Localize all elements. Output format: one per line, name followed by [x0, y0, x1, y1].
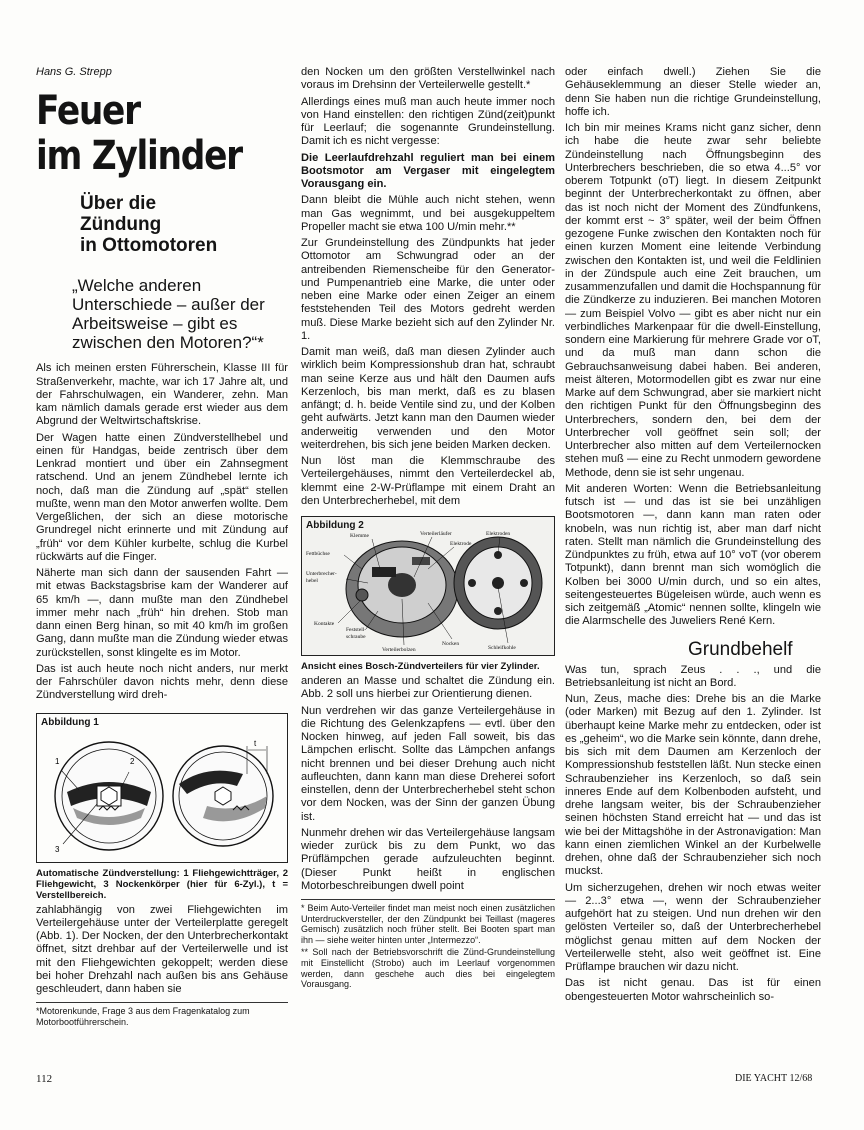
fig2-label-verteilerlaeufer: Verteilerläufer: [420, 531, 452, 537]
paragraph: Nunmehr drehen wir das Verteilergehäuse langsam wieder zurück bis zu dem Punkt, wo das Prüflämpchen gerade aufzuleuchten beginnt. (Dieser Punkt heißt in englischen Motorbeschreibungen dwell point: [301, 826, 555, 892]
figure-1-title: Abbildung 1: [41, 716, 99, 728]
subtitle-line: in Ottomotoren: [80, 235, 218, 257]
centrifugal-advance-illustration: [37, 714, 285, 862]
article-subtitle: [80, 193, 288, 256]
column-3: [565, 66, 821, 1007]
paragraph: Allerdings eines muß man auch heute immer noch von Hand einstellen: den richtigen Zünd(zeit)punkt für Leerlauf; die sogenannte Grundeinstellung. Damit ich es nicht vergesse:: [301, 95, 555, 148]
paragraph: Der Wagen hatte einen Zündverstellhebel und einen für Handgas, beide zentrisch über dem Lenkrad montiert und über ein Zahnsegment ratschend. Und an jenem Zündhebel lernte ich noch, daß man die Zündung auf „spät“ stellen mußte, wenn man den Motor anwerfen wollte. Dem Vergeßlichen, der sich an diese motorische Grundregel nicht erinnerte und mit Zündung auf „früh“ vor dem Kühler kurbelte, schlug die Kurbel rückwärts auf die Finger.: [36, 431, 288, 563]
footnote-2: * Beim Auto-Verteiler findet man meist noch einen zusätzlichen Unterdruckversteller, der den Zündpunkt bei Teillast (mageres Gemisch) zusätzlich noch früher stellt. Bei Booten spart man ihn — siehe weiter hinten unter „Intermezzo“.: [301, 903, 555, 945]
paragraph: Das ist nicht genau. Das ist für einen obengesteuerten Motor wahrscheinlich so-: [565, 977, 821, 1003]
fig2-label-elektrode: Elektrode: [450, 541, 472, 547]
fig2-label-unterbrecher: Unterbrecher-: [306, 571, 337, 577]
fig2-label-verteilerbolzen: Verteilerbolzen: [382, 647, 416, 653]
section-heading: Grundbehelf: [688, 638, 793, 660]
author-name: Hans G. Strepp: [36, 66, 112, 78]
paragraph: Nun löst man die Klemmschraube des Verteilergehäuses, nimmt den Verteilerdeckel ab, klemmt eine 2-W-Prüflampe mit einem Draht an den Unterbrecherhebel, mit dem: [301, 455, 555, 507]
advance-mechanism-rest: [55, 742, 163, 850]
fig1-label-t: t: [254, 738, 257, 748]
column-2: [301, 66, 555, 992]
figure-2-caption: Ansicht eines Bosch-Zündverteilers für vier Zylinder.: [301, 661, 540, 672]
lead-question: „Welche anderen Unterschiede – außer der Arbeitsweise – gibt es zwischen den Motoren?“*: [72, 276, 265, 353]
paragraph: Nun, Zeus, mache dies: Drehe bis an die Marke (oder Marken) mit Bezug auf den 1. Zylinder. Ist überhaupt keine Marke mehr zu entdecken, oder ist es „geheim“, wo die Marke sein könnte, dann drehe, bis sich mit dem Daumen am Kerzenloch der Kompressionshub feststellen läßt. Nun stecke einen Schraubenzieher ins Kerzenloch, so daß sein inneres Ende auf dem Kolbenboden aufsteht, und drehe langsam weiter, bis der Schraubenzieher seinen höchsten Stand erreicht hat — und das ist wie bei der Mittagshöhe in der Astronavigation: Man kann einen ziemlichen Winkel an der Kurbelwelle drehen, ohne daß der Schraubenzieher sich noch muckst.: [565, 693, 821, 878]
footnote-3: ** Soll nach der Betriebsvorschrift die Zünd-Grundeinstellung mit Einstellicht (Strobo) auch im Leerlauf vorgenommen werden, dann geschehe auch dies bei eingelegtem Vorausgang.: [301, 947, 555, 990]
footnote-1: *Motorenkunde, Frage 3 aus dem Fragenkatalog zum Motorbootführerschein.: [36, 1002, 288, 1027]
fig2-label-schleifkohle: Schleifkohle: [488, 645, 516, 651]
paragraph: Ich bin mir meines Krams nicht ganz sicher, denn ich habe die heute zwar sehr beliebte Zündeinstellung nach Öffnungsbeginn des Unterbrechers beschrieben, die so etwa 4...5° vor oberem Totpunkt (oT) liegt. In diesem Zeitpunkt beginnt der Unterbrecherkontakt zu öffnen, aber das ist noch nicht der Moment des Zündfunkens, der kommt erst ~ 3° später, weil der beim Öffnen gezogene Funke zwischen den Kontakten noch für einen kurzen Moment eine leitende Verbindung zwischen den Kontakten ist, und weil die Feldlinien in der Zündspule auch eine Zeit brauchen, um zusammenzufallen und damit die Hochspannung für die Zündkerze zu induzieren. Bei manchen Motoren — zum Beispiel Volvo — gibt es aber nicht nur ein verbindliches Markenpaar für die dwell-Einstellung, sondern eine Markierung für mehrere Grade vor oT, und da muß man dann schon die Gebrauchsanweisung dabei haben. Bei anderen, meist älteren, Motormodellen gibt es zwar nur eine Marke auf dem Schwungrad, aber sie markiert nicht den richtigen Punkt für den Öffnungsbeginn des Unterbrechers, sondern den, bei dem der Unterbrecher voll geöffnet sein soll; der Unterbrecher also mitten auf dem Verteilernocken stehen muß — eine zu Recht unmodern gewordene Methode, denn sie ist sehr ungenau.: [565, 122, 821, 479]
fig2-label-fettbuechse: Fettbüchse: [306, 551, 330, 557]
highlight-rule: Die Leerlaufdrehzahl reguliert man bei einem Bootsmotor am Vergaser mit eingelegtem Vorausgang ein.: [301, 151, 555, 190]
paragraph: Dann bleibt die Mühle auch nicht stehen, wenn man Gas wegnimmt, und bei ausgekuppeltem Propeller macht sie etwa 100 U/min mehr.**: [301, 194, 555, 233]
paragraph: Was tun, sprach Zeus . . ., und die Betriebsanleitung ist nicht an Bord.: [565, 663, 821, 689]
fig2-label-kontakte: Kontakte: [314, 621, 335, 627]
fig1-label-1: 1: [55, 756, 60, 766]
fig1-label-3: 3: [55, 844, 60, 854]
article-title-line-1: Feuer: [36, 88, 140, 135]
fig1-label-2: 2: [130, 756, 135, 766]
subtitle-line: Zündung: [80, 214, 162, 236]
distributor-cap: [454, 537, 542, 629]
paragraph: den Nocken um den größten Verstellwinkel nach voraus im Drehsinn der Verteilerwelle gestellt.*: [301, 66, 555, 92]
distributor-illustration: [302, 517, 554, 655]
fig2-label-hebel: hebel: [306, 578, 318, 584]
figure-2-title: Abbildung 2: [306, 520, 364, 531]
fig2-label-feststell: Feststell-: [346, 627, 367, 633]
paragraph: Näherte man sich dann der sausenden Fahrt — mit etwas Backstagsbrise kam der Wanderer auf 65 km/h —, dann mußte man den Zündhebel immer mehr nach „früh“ hin drehen. Stob man dann einen Berg hinan, so mit 40 km/h im großen Gang, dann mußte man die Zündung wieder etwas zurückstellen, sonst klingelte es im Motor.: [36, 567, 288, 659]
fig2-label-schraube: schraube: [346, 634, 366, 640]
paragraph: Nun verdrehen wir das ganze Verteilergehäuse in die Richtung des Gelenkzapfens — evtl. über den Nocken hinweg, auf jeden Fall soweit, bis das Lämpchen erlischt. Sollte das Lämpchen anfangs nicht brennen und bei dieser Drehung auch nicht aufleuchten, dann kann man diese Dreherei sofort einstellen, denn der Unterbrecherhebel steht schon vor dem Nocken, was der Sinn der ganzen Übung ist.: [301, 704, 555, 823]
paragraph: Damit man weiß, daß man diesen Zylinder auch wirklich beim Kompressionshub dran hat, schraubt man seine Kerze aus und hält den Daumen aufs Kerzenloch, bis man merkt, daß es zu blasen anfängt; d. h. beide Ventile sind zu, und der Kolben geht aufwärts. Jetzt kann man den Daumen wieder anderweitig verwenden und den Motor weiterdrehen, bis sich jene beiden Marken decken.: [301, 346, 555, 451]
advance-mechanism-advanced: [173, 746, 273, 846]
paragraph: Als ich meinen ersten Führerschein, Klasse III für Straßenverkehr, machte, war ich 17 Jahre alt, und der Fahrschulwagen, ein Wanderer, zehn. Man kam nämlich damals gerade erst wieder aus dem Abgrund der Weltwirtschaftskrise.: [36, 362, 288, 428]
fig2-label-klemme: Klemme: [350, 533, 369, 539]
page-number: 112: [36, 1073, 53, 1085]
paragraph: anderen an Masse und schaltet die Zündung ein. Abb. 2 soll uns hierbei zur Orientierung dienen.: [301, 675, 555, 701]
figure-1: [36, 713, 288, 863]
figure-2: [301, 516, 555, 656]
paragraph: Mit anderen Worten: Wenn die Betriebsanleitung futsch ist — und das ist sie bei unzähligen Bootsmotoren —, dann kann man raten oder knobeln, was nun richtig ist, aber man darf nicht raten. Stellt man nämlich die Grundeinstellung des Zündpunktes zu früh, etwa auf 10° voT (vor oberem Totpunkt), dann brennt man sich womöglich die Kolben bei 3000 U/min durch, und so ein altes, seitengesteuertes Bügeleisen würde, auch wenn es sich zeitgemäß „Atomic“ nennen sollte, klingeln wie die Alarmschelle des Juweliers René Kern.: [565, 482, 821, 628]
paragraph: oder einfach dwell.) Ziehen Sie die Gehäuseklemmung an dieser Stelle wieder an, denn Sie haben nun die richtige Grundeinstellung, hoffe ich.: [565, 66, 821, 118]
subtitle-line: Über die: [80, 193, 157, 215]
magazine-issue: DIE YACHT 12/68: [735, 1073, 813, 1084]
footnotes-col2: [301, 899, 555, 990]
paragraph: Das ist auch heute noch nicht anders, nur merkt der Fahrschüler davon nichts mehr, denn diese Zündverstellung wird dreh-: [36, 662, 288, 702]
column-1: [36, 66, 288, 1027]
paragraph: Um sicherzugehen, drehen wir noch etwas weiter — 2...3° etwa —, wenn der Schraubenzieher aufgehört hat zu steigen. Und nun drehen wir den gelösten Verteiler so, daß der Unterbrecherhebel möglichst genau mitten auf dem Nocken der Verteilerwelle steht, also weit geöffnet ist. Eine Prüflampe brauchen wir dazu nicht.: [565, 881, 821, 973]
paragraph: zahlabhängig von zwei Fliehgewichten im Verteilergehäuse unter der Verteilerplatte geregelt (Abb. 1). Der Nocken, der den Unterbrecherkontakt öffnet, sitzt drehbar auf der Verteilerwelle und ist mit den Fliehgewichten gekoppelt; werden diese bei hoher Drehzahl nach außen bis ans Gehäuse geschleudert, dann haben sie: [36, 903, 288, 995]
fig2-label-elektroden: Elektroden: [486, 531, 511, 537]
figure-1-caption: Automatische Zündverstellung: 1 Fliehgewichtträger, 2 Fliehgewicht, 3 Nockenkörper (hier für 6-Zyl.), t = Verstellbereich.: [36, 867, 288, 901]
paragraph: Zur Grundeinstellung des Zündpunkts hat jeder Ottomotor am Schwungrad oder an der antreibenden Riemenscheibe für den Generator- und Pumpenantrieb eine Marke, die unter oder neben eine Marke oder einen Zeiger an einem feststehenden Teil des Motors gedreht werden muß. Diese Marke bezieht sich auf den Zylinder Nr. 1.: [301, 237, 555, 342]
fig2-label-nocken: Nocken: [442, 641, 460, 647]
article-title-line-2: im Zylinder: [36, 133, 242, 180]
